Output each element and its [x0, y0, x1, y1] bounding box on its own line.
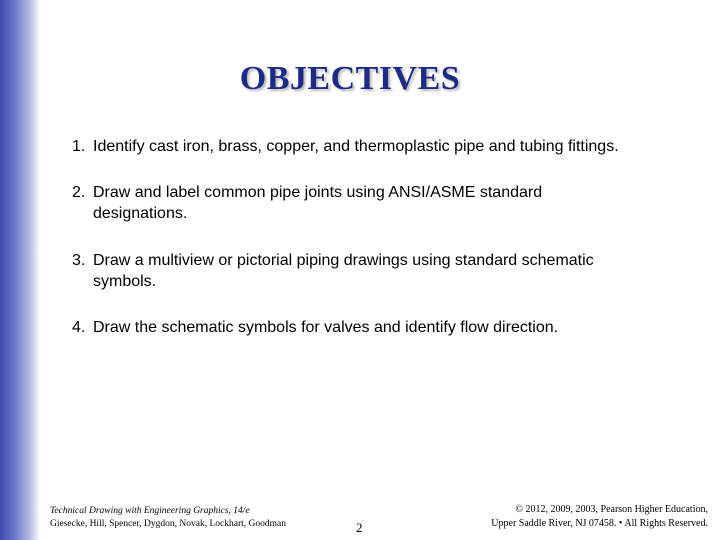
copyright-line-2: Upper Saddle River, NJ 07458. • All Rights Reserved.	[491, 518, 708, 529]
objective-text: Draw the schematic symbols for valves and identify flow direction.	[93, 319, 559, 336]
objective-number: 4.	[72, 319, 86, 336]
objective-text: Draw and label common pipe joints using ANSI/ASME standard designations.	[93, 184, 543, 222]
objective-item	[72, 182, 632, 224]
footer-authors: Giesecke, Hill, Spencer, Dygdon, Novak, Lockhart, Goodman	[50, 519, 287, 529]
objective-text: Draw a multiview or pictorial piping drawings using standard schematic symbols.	[93, 252, 594, 290]
objective-number: 3.	[72, 252, 86, 269]
objective-number: 1.	[72, 138, 86, 155]
footer-citation	[50, 505, 286, 531]
objective-item	[72, 317, 632, 338]
page-number: 2	[356, 520, 363, 535]
objectives-list	[72, 136, 632, 363]
objective-number: 2.	[72, 184, 86, 201]
objective-text: Identify cast iron, brass, copper, and thermoplastic pipe and tubing fittings.	[93, 138, 619, 155]
objective-item	[72, 136, 632, 157]
footer-copyright	[491, 503, 708, 531]
footer-book-title: Technical Drawing with Engineering Graphics, 14/e	[50, 506, 250, 516]
objective-item	[72, 250, 632, 292]
copyright-line-1: © 2012, 2009, 2003, Pearson Higher Education,	[515, 504, 708, 515]
slide-title: OBJECTIVES	[239, 60, 461, 97]
